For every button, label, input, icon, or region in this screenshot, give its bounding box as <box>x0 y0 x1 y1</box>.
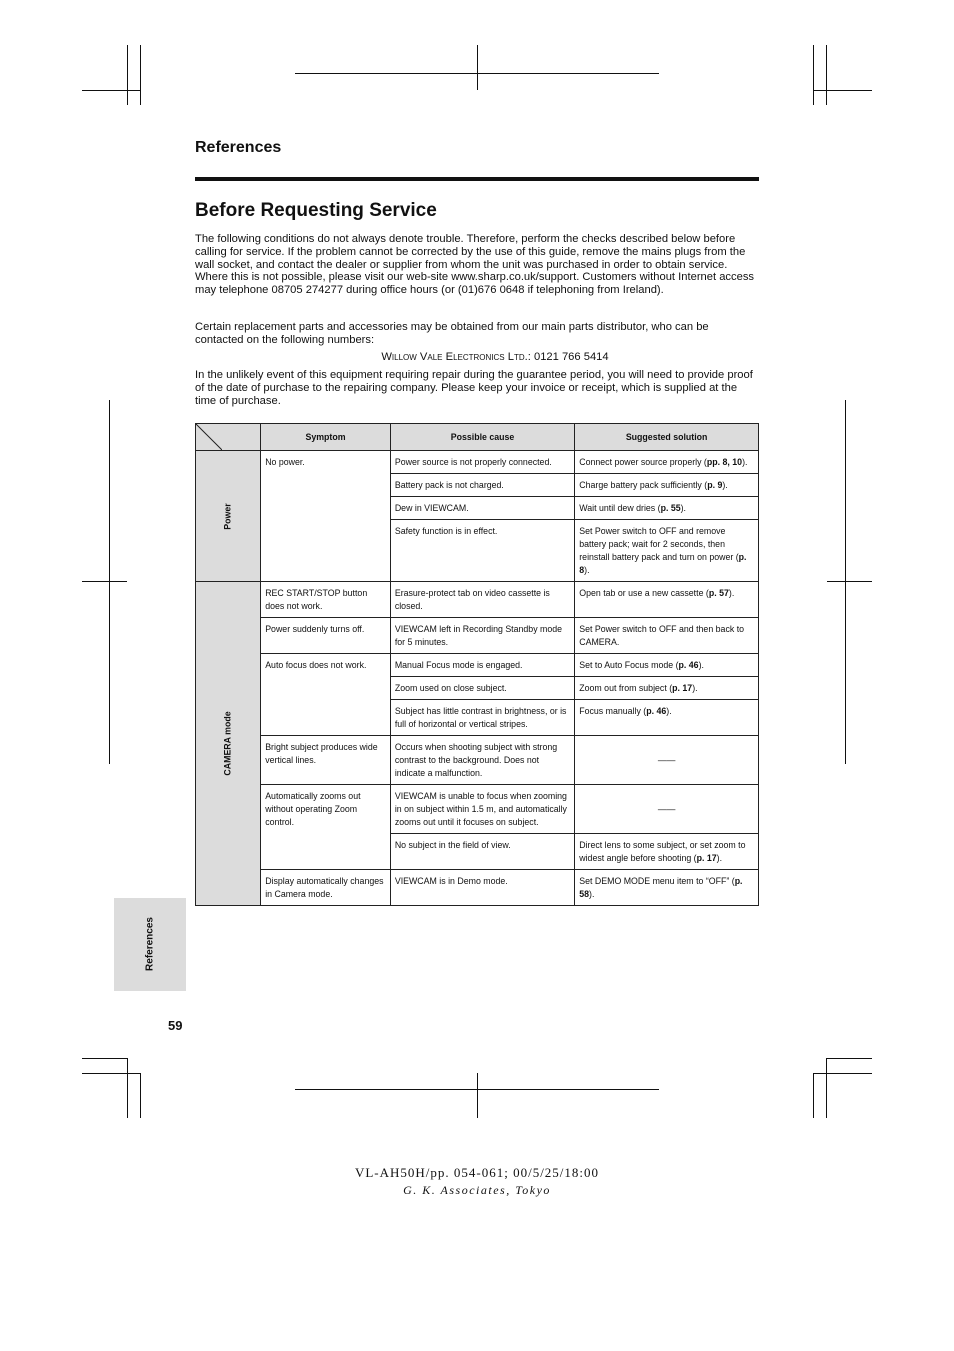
solution-text: Charge battery pack sufficiently ( <box>579 480 708 490</box>
solution-cell <box>575 654 759 677</box>
symptom-cell: No power. <box>261 451 391 582</box>
section-rule <box>195 177 759 181</box>
solution-cell <box>575 451 759 474</box>
solution-text: Set DEMO MODE menu item to “OFF” ( <box>579 876 735 886</box>
cause-cell: Battery pack is not charged. <box>390 474 574 497</box>
group-label-text: Power <box>222 502 233 530</box>
solution-end: ). <box>722 480 728 490</box>
crop-mark <box>82 1058 128 1059</box>
symptom-cell: REC START/STOP button does not work. <box>261 582 391 618</box>
group-label <box>196 451 261 582</box>
crop-mark <box>82 90 141 91</box>
solution-cell <box>575 677 759 700</box>
crop-mark <box>140 45 141 105</box>
crop-mark <box>140 1073 141 1118</box>
page-ref: p. 17 <box>696 853 717 863</box>
distributor-name: Willow Vale Electronics Ltd. <box>381 351 528 363</box>
solution-text: Set Power switch to OFF and remove battery pack; wait for 2 seconds, then reinstall battery pack and turn on power ( <box>579 526 739 562</box>
symptom-cell: Automatically zooms out without operating Zoom control. <box>261 785 391 870</box>
text: The following conditions do not always denote trouble. Therefore, perform the checks described below before calling for service. If the problem cannot be corrected by the use of this guide, remove the mains plugs from the wall socket, and contact the dealer or supplier from whom the unit was purchased in order to obtain service. Where this is not possible, please visit our web-site <box>195 233 746 284</box>
solution-text: Focus manually ( <box>579 706 647 716</box>
crop-mark <box>826 1058 872 1059</box>
group-label <box>196 582 261 906</box>
page-ref: p. 17 <box>672 683 693 693</box>
distributor-line <box>195 351 795 363</box>
page-ref: p. 46 <box>678 660 699 670</box>
cause-cell: Zoom used on close subject. <box>390 677 574 700</box>
page-number: 59 <box>168 1018 183 1033</box>
crop-mark <box>845 400 846 764</box>
solution-cell <box>575 834 759 870</box>
print-footer-job: VL-AH50H/pp. 054-061; 00/5/25/18:00 <box>354 1165 600 1180</box>
crop-mark <box>826 45 827 105</box>
crop-mark <box>813 90 872 91</box>
solution-text: Direct lens to some subject, or set zoom to widest angle before shooting ( <box>579 840 746 863</box>
crop-mark <box>827 581 872 582</box>
solution-end: ). <box>698 660 704 670</box>
table-row <box>196 582 759 618</box>
solution-end: ). <box>692 683 698 693</box>
section-label: References <box>195 139 282 156</box>
symptom-cell: Power suddenly turns off. <box>261 618 391 654</box>
phone-ireland: (01)676 0648 <box>457 284 525 297</box>
cause-cell: Safety function is in effect. <box>390 520 574 582</box>
solution-cell: Set Power switch to OFF and then back to CAMERA. <box>575 618 759 654</box>
crop-mark <box>82 1073 141 1074</box>
solution-cell <box>575 870 759 906</box>
table-corner <box>196 424 261 451</box>
group-label-text: CAMERA mode <box>222 711 233 776</box>
solution-cell: —— <box>575 736 759 785</box>
solution-end: ). <box>742 457 748 467</box>
column-header: Symptom <box>261 424 391 451</box>
page-title: Before Requesting Service <box>195 200 437 221</box>
page-ref: p. 46 <box>646 706 667 716</box>
crop-mark <box>127 1058 128 1118</box>
phone-uk: 08705 274277 <box>271 284 344 297</box>
page-ref: p. 58 <box>579 876 743 899</box>
cause-cell: Power source is not properly connected. <box>390 451 574 474</box>
page-ref: p. 9 <box>707 480 723 490</box>
solution-cell <box>575 582 759 618</box>
solution-end: ). <box>589 889 595 899</box>
crop-mark <box>477 1073 478 1118</box>
cause-cell: Occurs when shooting subject with strong contrast to the background. Does not indicate a malfunction. <box>390 736 574 785</box>
solution-end: ). <box>728 588 735 598</box>
solution-cell: —— <box>575 785 759 834</box>
text: if telephoning from Ireland). <box>524 284 664 297</box>
cause-cell: VIEWCAM is unable to focus when zooming in on subject within 1.5 m, and automatically zooms out until it focuses on subject. <box>390 785 574 834</box>
solution-cell <box>575 520 759 582</box>
solution-text: Wait until dew dries ( <box>579 503 661 513</box>
text: during office hours (or <box>343 284 458 297</box>
cause-cell: Manual Focus mode is engaged. <box>390 654 574 677</box>
crop-mark <box>127 45 128 105</box>
page-ref: p. 8 <box>579 552 747 575</box>
crop-mark <box>813 45 814 105</box>
solution-text: Set to Auto Focus mode ( <box>579 660 679 670</box>
table-row <box>196 785 759 834</box>
page-ref: pp. 8, 10 <box>706 457 743 467</box>
crop-mark <box>826 1058 827 1118</box>
print-footer-company: G. K. Associates, Tokyo <box>403 1183 551 1197</box>
solution-text: Zoom out from subject ( <box>579 683 673 693</box>
solution-end: ). <box>680 503 686 513</box>
solution-cell <box>575 474 759 497</box>
guarantee-paragraph: In the unlikely event of this equipment requiring repair during the guarantee period, you will need to provide proof of the date of purchase to the repairing company. Please keep your invoice or receipt, which is supplied at the time of purchase. <box>195 369 753 407</box>
crop-mark <box>109 400 110 764</box>
intro-paragraph <box>195 233 759 297</box>
cause-cell: Subject has little contrast in brightness, or is full of horizontal or vertical stripes. <box>390 700 574 736</box>
table-row <box>196 736 759 785</box>
table-header-row <box>196 424 759 451</box>
distributor-phone: : 0121 766 5414 <box>527 351 609 363</box>
column-header: Possible cause <box>390 424 574 451</box>
symptom-cell: Display automatically changes in Camera mode. <box>261 870 391 906</box>
solution-text: Connect power source properly ( <box>579 457 707 467</box>
cause-cell: VIEWCAM is in Demo mode. <box>390 870 574 906</box>
crop-mark <box>813 1073 814 1118</box>
cause-cell: VIEWCAM left in Recording Standby mode for 5 minutes. <box>390 618 574 654</box>
solution-text: Open tab or use a new cassette ( <box>579 588 709 598</box>
table-row <box>196 451 759 474</box>
cause-cell: Dew in VIEWCAM. <box>390 497 574 520</box>
solution-cell <box>575 497 759 520</box>
solution-end: ). <box>584 565 590 575</box>
parts-paragraph: Certain replacement parts and accessories may be obtained from our main parts distributor, who can be contacted on the following numbers: <box>195 321 709 346</box>
side-tab <box>114 898 186 991</box>
table-row <box>196 870 759 906</box>
page-ref: p. 55 <box>660 503 681 513</box>
crop-mark <box>82 581 127 582</box>
cause-cell: No subject in the field of view. <box>390 834 574 870</box>
solution-end: ). <box>666 706 672 716</box>
crop-mark <box>477 45 478 90</box>
text: . Customers without Internet access may telephone <box>195 271 755 297</box>
solution-end: ). <box>716 853 723 863</box>
crop-mark <box>813 1073 872 1074</box>
table-row <box>196 618 759 654</box>
table-row <box>196 654 759 677</box>
side-tab-label: References <box>144 917 156 971</box>
website-text: www.sharp.co.uk/support <box>451 271 577 284</box>
symptom-cell: Auto focus does not work. <box>261 654 391 736</box>
symptom-cell: Bright subject produces wide vertical lines. <box>261 736 391 785</box>
cause-cell: Erasure-protect tab on video cassette is closed. <box>390 582 574 618</box>
page-ref: p. 57 <box>708 588 729 598</box>
solution-cell <box>575 700 759 736</box>
troubleshooting-table <box>195 423 759 906</box>
column-header: Suggested solution <box>575 424 759 451</box>
